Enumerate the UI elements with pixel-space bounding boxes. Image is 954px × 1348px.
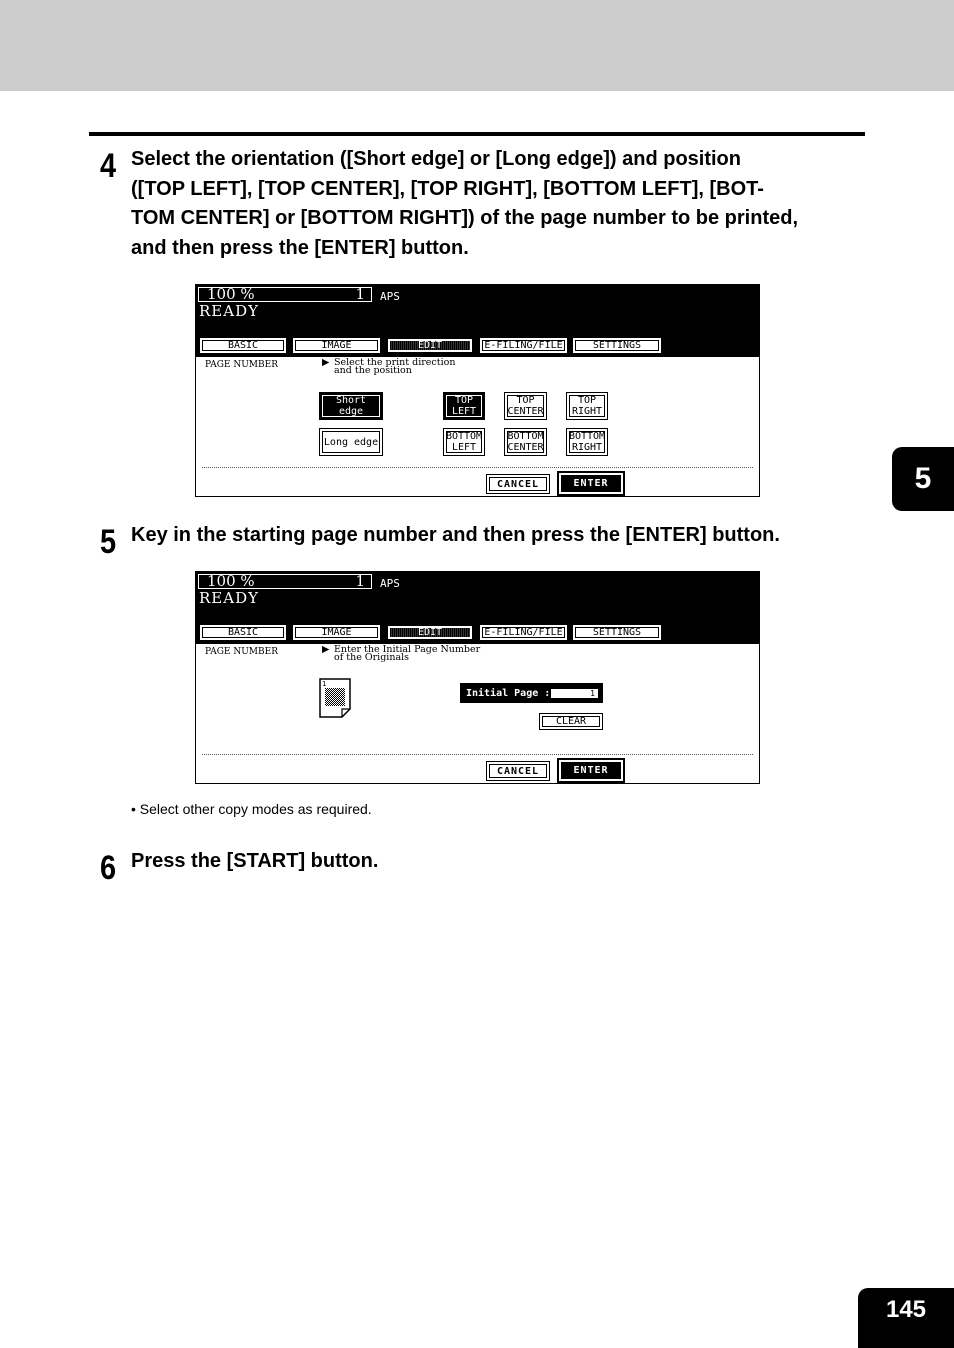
- copies-value: 1: [355, 285, 365, 303]
- cancel-button[interactable]: CANCEL: [486, 474, 550, 494]
- top-center-button[interactable]: TOP CENTER: [504, 392, 547, 420]
- page-number: 145: [858, 1288, 954, 1348]
- long-edge-button[interactable]: Long edge: [319, 428, 383, 456]
- aps-label: APS: [380, 577, 400, 590]
- step-4-line-2: ([TOP LEFT], [TOP CENTER], [TOP RIGHT], [BOTTOM LEFT], [BOT-: [131, 177, 764, 200]
- step-6-number: 6: [100, 849, 117, 887]
- bottom-left-button[interactable]: BOTTOM LEFT: [443, 428, 485, 456]
- tab-basic[interactable]: BASIC: [199, 337, 287, 354]
- tab-edit[interactable]: EDIT: [386, 337, 474, 354]
- cancel-button[interactable]: CANCEL: [486, 761, 550, 781]
- tab-image[interactable]: IMAGE: [292, 624, 381, 641]
- tab-image[interactable]: IMAGE: [292, 337, 381, 354]
- screen-page-number-position: 100 % 1 APS READY BASIC IMAGE EDIT E-FILING/FILE SETTINGS PAGE NUMBER ▶ Select the print direction and the position Short edge Long edge TOP LEFT TOP CENTER TOP RIGHT BOTTOM LEFT BOTTOM CENTER BOTTOM RIGHT CANCEL ENTER: [195, 284, 760, 497]
- initial-page-value: 1: [551, 689, 598, 698]
- initial-page-field[interactable]: [460, 683, 603, 703]
- copies-value: 1: [355, 572, 365, 590]
- short-edge-button[interactable]: Short edge: [319, 392, 383, 420]
- function-label: PAGE NUMBER: [205, 360, 278, 370]
- tab-settings[interactable]: SETTINGS: [572, 337, 662, 354]
- step-6-line-1: Press the [START] button.: [131, 850, 379, 872]
- bottom-right-button[interactable]: BOTTOM RIGHT: [566, 428, 608, 456]
- step-4-line-3: TOM CENTER] or [BOTTOM RIGHT]) of the page number to be printed,: [131, 207, 799, 229]
- zoom-value: 100 %: [207, 285, 255, 303]
- tab-basic[interactable]: BASIC: [199, 624, 287, 641]
- zoom-display: [198, 287, 372, 302]
- aps-label: APS: [380, 290, 400, 303]
- enter-button[interactable]: ENTER: [557, 758, 625, 783]
- zoom-display: [198, 574, 372, 589]
- tab-e-filing[interactable]: E-FILING/FILE: [479, 337, 568, 354]
- divider: [202, 467, 753, 468]
- tab-e-filing[interactable]: E-FILING/FILE: [479, 624, 568, 641]
- divider: [202, 754, 753, 755]
- chapter-tab: 5: [892, 447, 954, 511]
- enter-button[interactable]: ENTER: [557, 471, 625, 496]
- arrow-right-icon: ▶: [322, 644, 330, 655]
- top-right-button[interactable]: TOP RIGHT: [566, 392, 608, 420]
- arrow-right-icon: ▶: [322, 357, 330, 368]
- top-left-button[interactable]: TOP LEFT: [443, 392, 485, 420]
- function-label: PAGE NUMBER: [205, 647, 278, 657]
- step-4-line-1: Select the orientation ([Short edge] or [Long edge]) and position: [131, 148, 741, 170]
- step-4-number: 4: [100, 147, 117, 185]
- document-icon: [319, 678, 351, 718]
- screen-initial-page-number: 100 % 1 APS READY BASIC IMAGE EDIT E-FILING/FILE SETTINGS PAGE NUMBER ▶ Enter the Initial Page Number of the Originals 1 Initial Page : 1 CLEAR CANCEL ENTER: [195, 571, 760, 784]
- step-4-text: [131, 145, 798, 263]
- step-6-text: [131, 847, 378, 877]
- status-text: READY: [199, 302, 260, 320]
- clear-button[interactable]: CLEAR: [539, 713, 603, 730]
- step-5-number: 5: [100, 523, 117, 561]
- screen-status-bar: [196, 285, 759, 357]
- document-icon-number: 1: [322, 680, 327, 688]
- tab-settings[interactable]: SETTINGS: [572, 624, 662, 641]
- tab-edit[interactable]: EDIT: [386, 624, 474, 641]
- zoom-value: 100 %: [207, 572, 255, 590]
- section-rule: [89, 132, 865, 136]
- initial-page-label: Initial Page :: [466, 688, 551, 699]
- header-band: [0, 0, 954, 91]
- step-5-line-1: Key in the starting page number and then press the [ENTER] button.: [131, 524, 780, 546]
- bottom-center-button[interactable]: BOTTOM CENTER: [504, 428, 547, 456]
- note-text: • Select other copy modes as required.: [131, 801, 372, 817]
- step-5-text: [131, 521, 780, 551]
- step-4-line-4: and then press the [ENTER] button.: [131, 236, 469, 259]
- status-text: READY: [199, 589, 260, 607]
- screen-status-bar: [196, 572, 759, 644]
